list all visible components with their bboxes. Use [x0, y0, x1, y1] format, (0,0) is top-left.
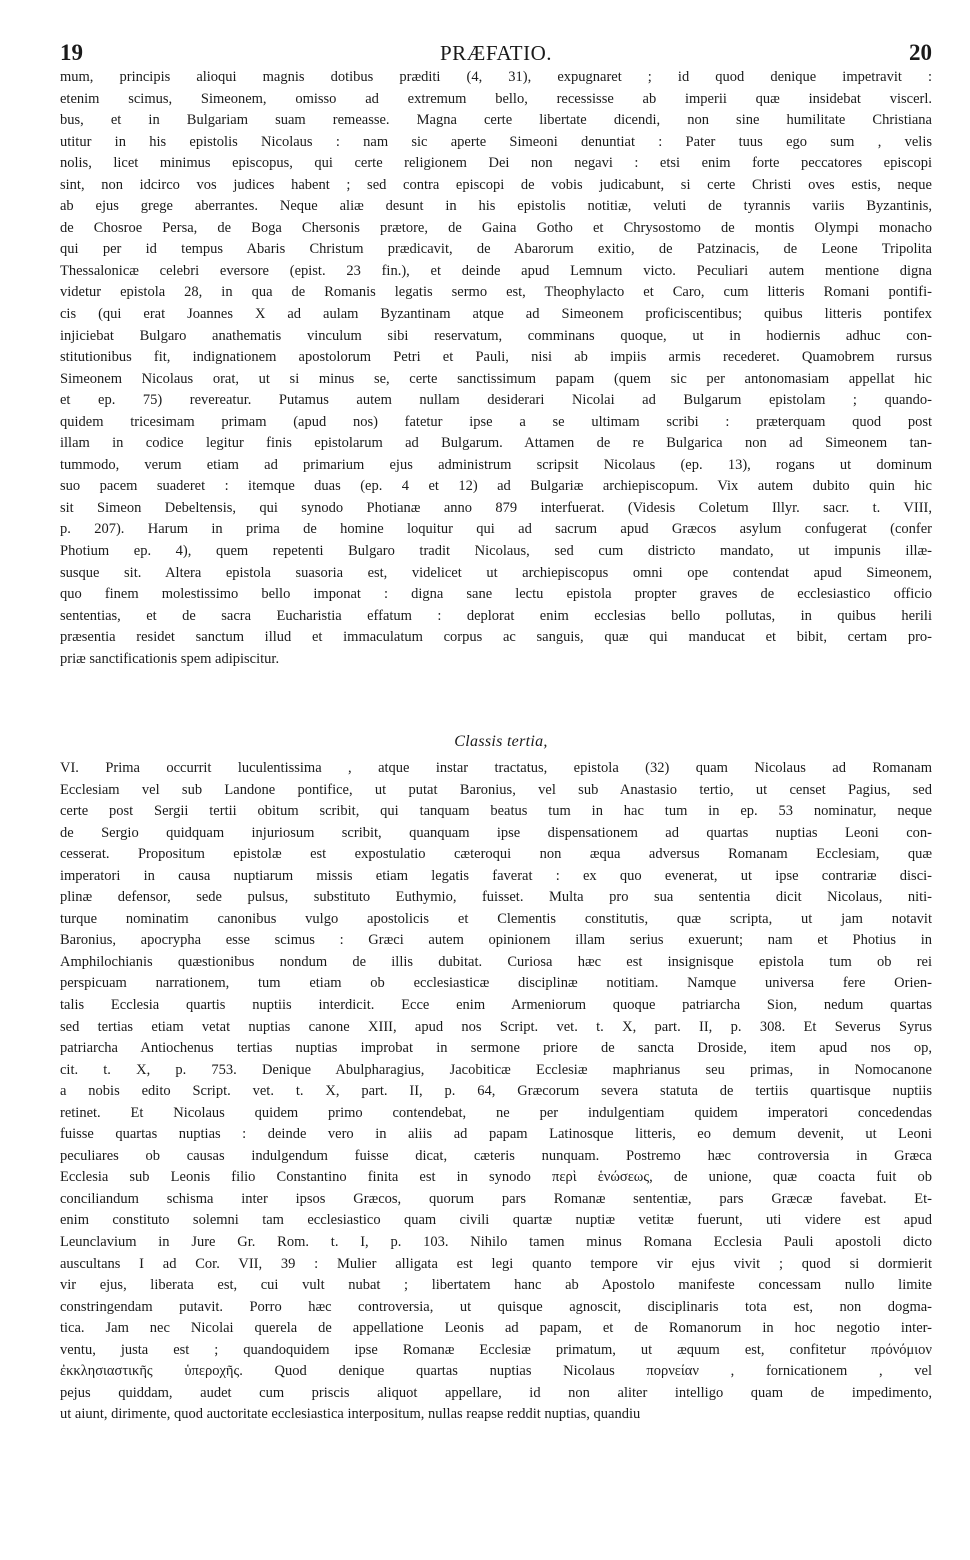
text-line: nolis, licet minimus episcopus, qui certe religionem Dei non negavi : etsi enim forte peccatores episcopi — [60, 155, 932, 172]
text-line: a nobis edito Script. vet. t. X, part. II, p. 64, Græcorum severa statuta de tertiis quartisque nuptiis — [60, 1083, 932, 1100]
text-line: plinæ defensor, sede pulsus, substituto Euthymio, fuisset. Multa pro sua sententia dicit Nicolaus, niti- — [60, 889, 932, 906]
text-line: etenim scimus, Simeonem, omisso ad extremum bello, recessisse ab imperii quæ insidebat viscerl. — [60, 90, 932, 107]
text-line: bus, et in Bulgariam suam remeasse. Magna certe libertate dicendi, non sine humilitate Christiana — [60, 112, 932, 129]
page-number-right: 20 — [909, 40, 932, 65]
text-line: p. 207). Harum in prima de homine loquitur qui ad sacrum apud Græcos asylum confugerat (confer — [60, 521, 932, 538]
text-line: Amphilochianis quæstionibus nondum de illis dubitat. Curiosa hæc est insignisque epistola tum ob rei — [60, 953, 932, 970]
text-line: stitutionibus fit, indignationem apostolorum Petri et Pauli, nisi ab impiis armis recederet. Quamobrem rursus — [60, 349, 932, 366]
text-line: certe post Sergii tertii obitum scribit, qui tanquam beatus tum in hac tum in ep. 53 nominatur, neque — [60, 803, 932, 820]
text-line: injiciebat Bulgaro anathematis vinculum sibi reservatum, comminans quoque, ut in hodiernis adhuc con- — [60, 327, 932, 344]
text-line: de Chosroe Persa, de Boga Chersonis prætore, de Gaina Gotho et Chrysostomo de montis Olympi monacho — [60, 219, 932, 236]
text-line: mum, principis alioqui magnis dotibus præditi (4, 31), expugnaret ; id quod denique impetravit : — [60, 69, 932, 85]
text-line: conciliandum schisma inter ipsos Græcos, quorum pars Romanæ sententiæ, pars Græcæ favebat. Et- — [60, 1190, 932, 1207]
text-line: ἐκκλησιαστικῆς ὑπεροχῆς. Quod denique quartas nuptias Nicolaus πορνείαν , fornicationem , vel — [60, 1363, 932, 1380]
text-line: quidem tricesimam primam (apud nos) fatetur ipse a se ultimam scribi : præterquam quod post — [60, 413, 932, 430]
text-line: VI. Prima occurrit luculentissima , atque instar tractatus, epistola (32) quam Nicolaus ad Romanam — [60, 760, 932, 776]
text-line: de Sergio quidquam injuriosum scribit, quanquam ipse dispensationem ad quartas nuptias Leoni con- — [60, 824, 932, 841]
text-line: Leunclavium in Jure Gr. Rom. t. I, p. 103. Nihilo tamen minus Romana Ecclesia Pauli apostoli dicto — [60, 1234, 932, 1251]
text-line: peculiares ob causas indulgendum fuisse dicat, cæteris nunquam. Postremo hæc controversia in Græca — [60, 1147, 932, 1164]
text-line: ventu, justa est ; quandoquidem ipse Romanæ Ecclesiæ primatum, ut æquum est, confitetur πρόνόμιον — [60, 1341, 932, 1358]
text-line: sententias, et de sacra Eucharistia effatum : deplorat enim ecclesias bello pollutas, in quibus herili — [60, 607, 932, 624]
text-line: cit. t. X, p. 753. Denique Abulpharagius, Jacobiticæ Ecclesiæ maphrianus seu primas, in Nomocanone — [60, 1061, 932, 1078]
text-line: videtur epistola 28, in qua de Romanis legatis sermo est, Theophylacto et Caro, cum litteris Romani pontifi- — [60, 284, 932, 301]
text-line: sit Simeon Debeltensis, qui synodo Photianæ anno 879 interfuerat. (Videsis Coletum Illyr. sacr. t. VIII, — [60, 499, 932, 516]
text-line: fuisse quartas nuptias : deinde vero in aliis ad papam Latinosque litteris, eo demum devenit, ut Leoni — [60, 1126, 932, 1143]
text-line: tummodo, verum etiam ad primarium ejus administrum scripsit Nicolaus (ep. 13), rogans ut dominum — [60, 456, 932, 473]
page-header — [60, 40, 932, 70]
text-line: constringendam putavit. Porro hæc controversia, ut quisque agnoscit, disciplinaris tota est, non dogma- — [60, 1298, 932, 1315]
text-line: Baronius, apocrypha esse scimus : Græci autem opinionem illam serius exuerunt; nam et Photius in — [60, 932, 932, 949]
text-line: et ep. 75) revereatur. Putamus autem nullam desiderari Nicolai ad Bulgarum epistolam ; quando- — [60, 392, 932, 409]
text-line: auscultans I ad Cor. VII, 39 : Mulier alligata est legi quanto tempore vir ejus vivit ; quod si dormierit — [60, 1255, 932, 1272]
text-line: cis (qui erat Joannes X ad aulam Byzantinam atque ad Simeonem proficiscentibus; quibus litteris pontifex — [60, 306, 932, 323]
text-line: pejus quiddam, audet cum priscis aliquot appellare, id non aliter intelligo quam de impedimento, — [60, 1384, 932, 1401]
text-line: sint, non idcirco vos judices habent ; sed contra episcopi de vobis judicabunt, si certe Christi oves estis, neque — [60, 176, 932, 193]
text-line: utitur in his epistolis Nicolaus : nam sic aperte Simeoni denuntiat : Pater tuus ego sum , velis — [60, 133, 932, 150]
text-line: suo pacem suaderet : itemque duas (ep. 4 et 12) ad Bulgariæ archiepiscopum. Vix autem dubito quin hic — [60, 478, 932, 495]
text-line: ut aiunt, dirimente, quod auctoritate ecclesiastica interpositum, nullas reapse reddit nuptias, quandiu — [60, 1406, 641, 1423]
text-line: talis Ecclesia quartis nuptiis interdicit. Ecce enim Armeniorum quoque patriarcha Sion, nedum quartas — [60, 997, 932, 1014]
text-line: retinet. Et Nicolaus quidem primo contendebat, ne per indulgentiam quidem imperatori concedendas — [60, 1104, 932, 1121]
text-line: Thessalonicæ celebri eversore (epist. 23 fin.), et deinde apud Lemnum victo. Peculiari autem mentione digna — [60, 262, 932, 279]
text-line: turque nominatim canonibus vulgo apostolicis et Clementis constitutis, quæ scripta, ut jam notavit — [60, 910, 932, 927]
text-line: Photium ep. 4), quem repetenti Bulgaro tradit Nicolaus, sed cum districto mandato, ut impunis illæ- — [60, 543, 932, 560]
text-block-preceding — [60, 67, 932, 670]
text-block-section-six — [60, 758, 932, 1426]
text-line: perspicuam narrationem, tum etiam ob ecclesiasticæ disciplinæ notitiam. Namque universa fere Orien- — [60, 975, 932, 992]
section-heading-text: Classis tertia, — [454, 733, 548, 750]
text-line: præsentia residet sanctum illud et immaculatum corpus ac sanguis, quæ qui manducat et bibit, certam pro- — [60, 629, 932, 646]
text-line: Ecclesia sub Leonis filio Constantino finita est in synodo περὶ ἑνώσεως, de unione, quæ coacta fuit ob — [60, 1169, 932, 1186]
section-heading — [0, 733, 970, 751]
text-line: tica. Jam nec Nicolai querela de appellatione Leonis ad papam, et de Romanorum in hoc negotio inter- — [60, 1320, 932, 1337]
text-line: patriarcha Antiochenus tertias nuptias improbat in sermone priore de sancta Droside, item apud nos op, — [60, 1040, 932, 1057]
text-line: imperatori in causa nuptiarum missis etiam legatis faverat : ex quo evenerat, ut ipse contrariæ disci- — [60, 867, 932, 884]
text-line: ab ejus grege aberrantes. Neque aliæ desunt in his epistolis notitiæ, veluti de tyrannis variis Byzantinis, — [60, 198, 932, 215]
text-line: enim constituto solemni tam ecclesiastico quam civili quartæ nuptiæ vetitæ fuerunt, uti videre est apud — [60, 1212, 932, 1229]
text-line: quo finem molestissimo bello imponat : digna sane lectu epistola propter graves de ecclesiastico officio — [60, 586, 932, 603]
text-line: priæ sanctificationis spem adipiscitur. — [60, 650, 280, 667]
text-line: vir ejus, liberata est, cui vult nubat ; libertatem hanc ab Apostolo manifeste concessam nullo limite — [60, 1277, 932, 1294]
page-number-left: 19 — [60, 40, 83, 65]
text-line: Ecclesiam vel sub Landone pontifice, ut putat Baronius, vel sub Anastasio tertio, ut censet Pagius, sed — [60, 781, 932, 798]
text-line: cesserat. Propositum epistolæ est expostulatio cæteroqui non æqua adversus Romanam Ecclesiam, quæ — [60, 846, 932, 863]
text-line: susque sit. Altera epistola suasoria est, videlicet ut archiepiscopus omni ope contendat apud Simeonem, — [60, 564, 932, 581]
text-line: illam in codice legitur finis epistolarum ad Bulgarum. Attamen de re Bulgarica non ad Simeonem tan- — [60, 435, 932, 452]
text-line: qui per id tempus Abaris Christum prædicavit, de Abarorum exitio, de Patzinacis, de Leone Tripolita — [60, 241, 932, 258]
text-line: sed tertias etiam vetat nuptias canone XIII, apud nos Script. vet. t. X, part. II, p. 308. Et Severus Syrus — [60, 1018, 932, 1035]
text-line: Simeonem Nicolaus orat, ut si minus se, certe sanctissimum papam (quem sic per antonomasiam appellat hic — [60, 370, 932, 387]
running-title: PRÆFATIO. — [439, 41, 553, 65]
